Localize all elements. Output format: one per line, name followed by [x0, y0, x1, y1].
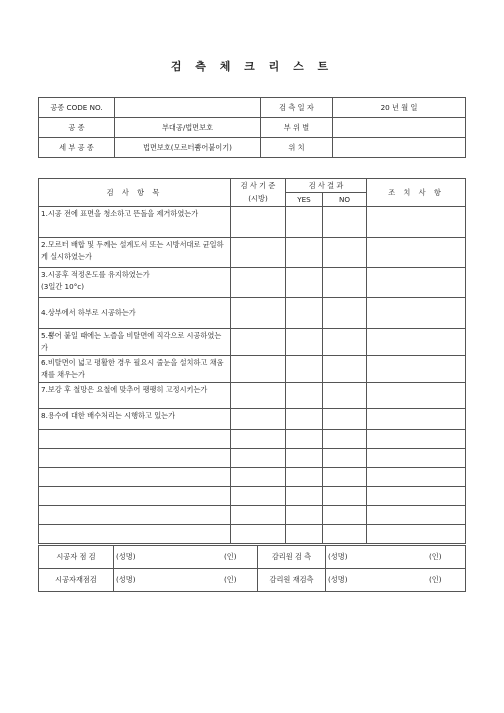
contractor-recheck-name[interactable]: (성명): [114, 569, 204, 592]
supervisor-reinspect-label: 감리원 재검측: [258, 569, 326, 592]
header-standard-sub: (시방): [231, 193, 286, 207]
check-item-1: 1.시공 전에 표면을 청소하고 뜬돌을 제거하였는가: [39, 207, 231, 238]
no-cell[interactable]: [323, 356, 367, 383]
action-cell[interactable]: [367, 298, 466, 329]
no-cell[interactable]: [323, 207, 367, 238]
standard-cell[interactable]: [231, 430, 286, 449]
no-cell[interactable]: [323, 409, 367, 430]
contractor-check-label: 시공자 점 검: [39, 546, 114, 569]
no-cell[interactable]: [323, 525, 367, 544]
yes-cell[interactable]: [286, 329, 323, 356]
action-cell[interactable]: [367, 525, 466, 544]
standard-cell[interactable]: [231, 356, 286, 383]
yes-cell[interactable]: [286, 356, 323, 383]
header-no: NO: [323, 193, 367, 207]
standard-cell[interactable]: [231, 238, 286, 268]
code-label: 공종 CODE NO.: [39, 98, 115, 118]
check-item-8: 8.용수에 대한 배수처리는 시행하고 있는가: [39, 409, 231, 430]
page-title: 검 측 체 크 리 스 트: [170, 60, 334, 73]
no-cell[interactable]: [323, 238, 367, 268]
supervisor-inspect-seal[interactable]: (인): [406, 546, 466, 569]
standard-cell[interactable]: [231, 449, 286, 468]
no-cell[interactable]: [323, 383, 367, 409]
no-cell[interactable]: [323, 329, 367, 356]
date-value-field[interactable]: 20 년 월 일: [333, 98, 466, 118]
contractor-recheck-label: 시공자재점검: [39, 569, 114, 592]
blank-item-cell[interactable]: [39, 506, 231, 525]
header-action: 조 치 사 항: [367, 179, 466, 207]
yes-cell[interactable]: [286, 298, 323, 329]
blank-item-cell[interactable]: [39, 430, 231, 449]
supervisor-reinspect-name[interactable]: (성명): [326, 569, 406, 592]
action-cell[interactable]: [367, 409, 466, 430]
action-cell[interactable]: [367, 449, 466, 468]
action-cell[interactable]: [367, 356, 466, 383]
work-label: 공 종: [39, 118, 115, 138]
no-cell[interactable]: [323, 430, 367, 449]
detail-value: 법면보호(모르터뿜어붙이기): [115, 138, 261, 158]
standard-cell[interactable]: [231, 298, 286, 329]
supervisor-inspect-label: 감리원 검 측: [258, 546, 326, 569]
check-item-4: 4.상부에서 하부로 시공하는가: [39, 298, 231, 329]
standard-cell[interactable]: [231, 487, 286, 506]
no-cell[interactable]: [323, 468, 367, 487]
standard-cell[interactable]: [231, 268, 286, 298]
header-item: 검 사 항 목: [39, 179, 231, 207]
action-cell[interactable]: [367, 487, 466, 506]
standard-cell[interactable]: [231, 506, 286, 525]
yes-cell[interactable]: [286, 506, 323, 525]
supervisor-reinspect-seal[interactable]: (인): [406, 569, 466, 592]
action-cell[interactable]: [367, 207, 466, 238]
yes-cell[interactable]: [286, 430, 323, 449]
work-value: 부대공/법면보호: [115, 118, 261, 138]
no-cell[interactable]: [323, 487, 367, 506]
action-cell[interactable]: [367, 430, 466, 449]
standard-cell[interactable]: [231, 329, 286, 356]
header-yes: YES: [286, 193, 323, 207]
yes-cell[interactable]: [286, 525, 323, 544]
standard-cell[interactable]: [231, 383, 286, 409]
location-value-field[interactable]: [333, 138, 466, 158]
no-cell[interactable]: [323, 506, 367, 525]
info-table: [38, 97, 466, 158]
yes-cell[interactable]: [286, 487, 323, 506]
action-cell[interactable]: [367, 506, 466, 525]
action-cell[interactable]: [367, 268, 466, 298]
standard-cell[interactable]: [231, 525, 286, 544]
blank-item-cell[interactable]: [39, 525, 231, 544]
checklist-table: [38, 178, 466, 544]
signature-table: [38, 545, 466, 592]
contractor-check-seal[interactable]: (인): [204, 546, 258, 569]
blank-item-cell[interactable]: [39, 468, 231, 487]
check-item-6: 6.비탈면이 넓고 평활한 경우 필요시 줄눈을 설치하고 채움재를 채우는가: [39, 356, 231, 383]
header-result: 검 사 결 과: [286, 179, 367, 193]
detail-label: 세 부 공 종: [39, 138, 115, 158]
part-label: 부 위 별: [261, 118, 333, 138]
check-item-2: 2.모르터 배합 및 두께는 설계도서 또는 시방서대로 균일하게 실시하였는가: [39, 238, 231, 268]
no-cell[interactable]: [323, 449, 367, 468]
action-cell[interactable]: [367, 468, 466, 487]
check-item-3: 3.시공후 적정온도를 유지하였는가 (3일간 10°c): [39, 268, 231, 298]
contractor-check-name[interactable]: (성명): [114, 546, 204, 569]
blank-item-cell[interactable]: [39, 449, 231, 468]
blank-item-cell[interactable]: [39, 487, 231, 506]
action-cell[interactable]: [367, 329, 466, 356]
supervisor-inspect-name[interactable]: (성명): [326, 546, 406, 569]
standard-cell[interactable]: [231, 409, 286, 430]
standard-cell[interactable]: [231, 468, 286, 487]
yes-cell[interactable]: [286, 207, 323, 238]
date-label: 검 측 일 자: [261, 98, 333, 118]
check-item-7: 7.보강 후 철망은 요철에 맞추어 팽팽히 고정시키는가: [39, 383, 231, 409]
action-cell[interactable]: [367, 383, 466, 409]
yes-cell[interactable]: [286, 238, 323, 268]
code-value-field[interactable]: [115, 98, 261, 118]
yes-cell[interactable]: [286, 468, 323, 487]
contractor-recheck-seal[interactable]: (인): [204, 569, 258, 592]
action-cell[interactable]: [367, 238, 466, 268]
header-standard: 검 사 기 준: [231, 179, 286, 193]
yes-cell[interactable]: [286, 268, 323, 298]
yes-cell[interactable]: [286, 409, 323, 430]
no-cell[interactable]: [323, 298, 367, 329]
standard-cell[interactable]: [231, 207, 286, 238]
check-item-5: 5.뿜어 붙일 때에는 노즐을 비탈면에 직각으로 시공하였는가: [39, 329, 231, 356]
part-value-field[interactable]: [333, 118, 466, 138]
yes-cell[interactable]: [286, 383, 323, 409]
location-label: 위 치: [261, 138, 333, 158]
no-cell[interactable]: [323, 268, 367, 298]
yes-cell[interactable]: [286, 449, 323, 468]
